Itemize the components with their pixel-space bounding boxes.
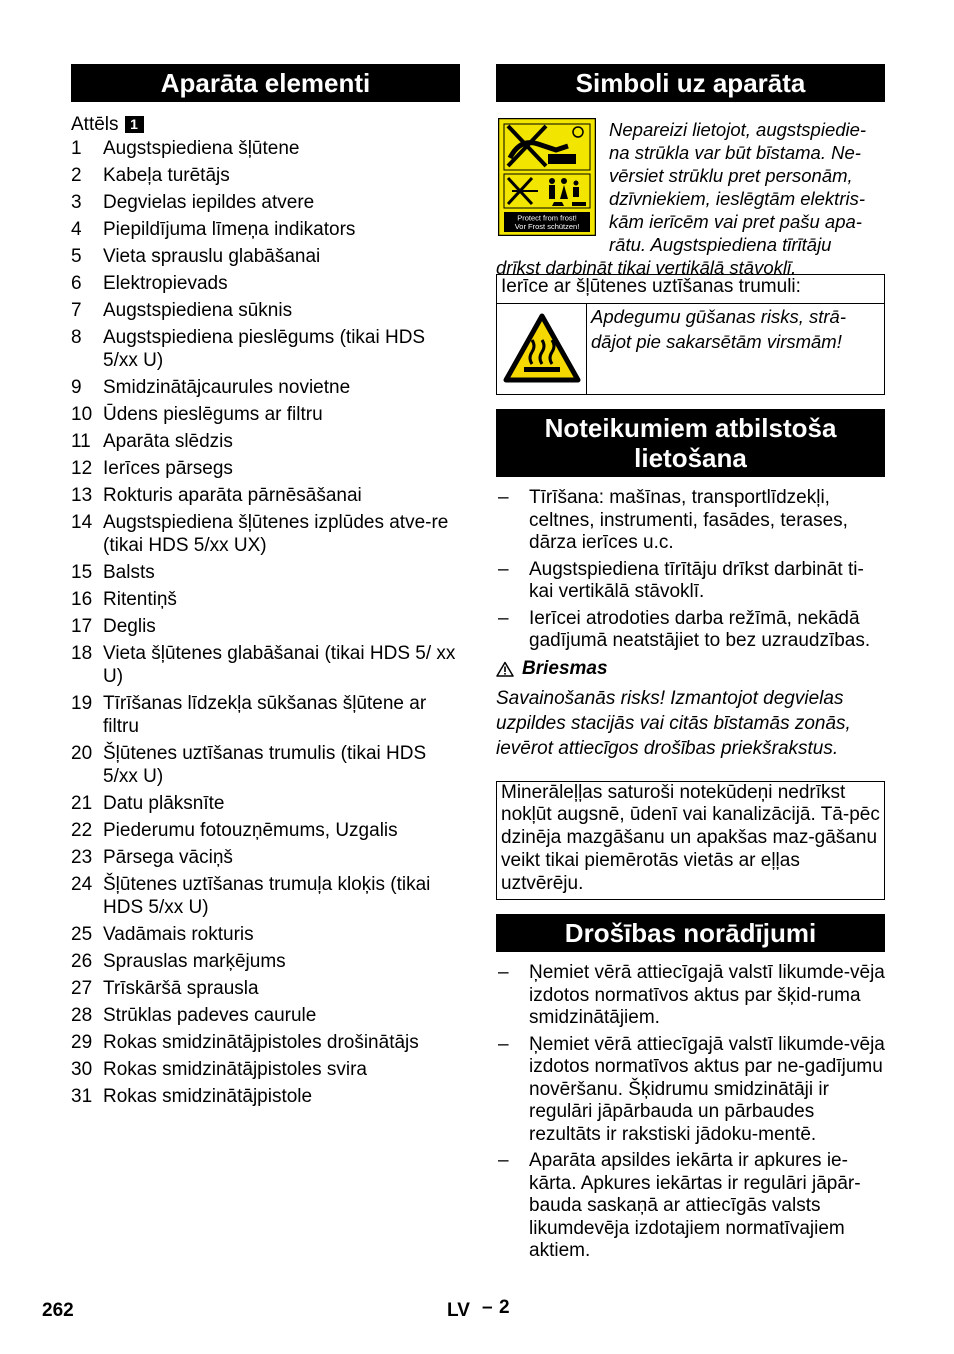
bullet-dash: –	[498, 1150, 509, 1172]
part-number: 28	[71, 1005, 93, 1026]
bullet-text: Augstspiediena tīrītāju drīkst darbināt ti-kai vertikālā stāvoklī.	[529, 558, 864, 602]
part-number: 1	[71, 138, 82, 159]
sticker-text-en: Protect from frost!	[517, 213, 577, 223]
part-number: 20	[71, 743, 93, 764]
symbols-text-last-line: drīkst darbināt tikai vertikālā stāvoklī.	[496, 257, 797, 278]
section-heading-symbols: Simboli uz aparāta	[496, 64, 885, 102]
part-number: 4	[71, 219, 82, 240]
part-number: 31	[71, 1086, 93, 1107]
bullet-text: Aparāta apsildes iekārta ir apkures ie-kārta. Apkures iekārtas ir regulāri jāpār-bauda saskaņā ar attiecīgās valsts likumdevēja izdotajiem normatīvajiem aktiem.	[529, 1150, 861, 1262]
part-number: 14	[71, 512, 93, 533]
reel-table-header: Ierīce ar šļūtenes uztīšanas trumuli:	[497, 275, 884, 304]
parts-list-item	[71, 845, 460, 872]
part-number: 24	[71, 874, 93, 895]
part-number: 25	[71, 924, 93, 945]
parts-list-item	[71, 560, 460, 587]
bullet-item	[496, 487, 885, 555]
part-name: Vieta sprauslu glabāšanai	[103, 246, 321, 267]
part-number: 13	[71, 485, 93, 506]
part-number: 9	[71, 377, 82, 398]
parts-list-item	[71, 244, 460, 271]
parts-list-item	[71, 691, 460, 741]
parts-list-item	[71, 136, 460, 163]
part-name: Vadāmais rokturis	[103, 924, 254, 945]
bullet-item	[496, 608, 885, 653]
parts-list-item	[71, 298, 460, 325]
parts-list-item	[71, 949, 460, 976]
hot-surface-icon-cell	[497, 304, 587, 394]
symbols-text-line: Nepareizi lietojot, augstspiedie-	[609, 119, 867, 140]
environment-note-box: Minerāleļļas saturoši notekūdeņi nedrīkst nokļūt augsnē, ūdenī vai kanalizācijā. Tā-pēc dzinēja mazgāšanu un apakšas maz-gāšanu veikt tikai piemērotās vietās ar eļļas uztvērēju.	[496, 781, 885, 901]
parts-list-item	[71, 872, 460, 922]
parts-list	[71, 136, 460, 1111]
language-code: LV	[447, 1300, 470, 1321]
right-column	[496, 64, 885, 1267]
safety-list	[496, 962, 885, 1263]
bullet-dash: –	[498, 487, 509, 508]
part-name: Augstspiediena šļūtenes izplūdes atve-re (tikai HDS 5/xx UX)	[103, 512, 449, 556]
parts-list-item	[71, 456, 460, 483]
bullet-item	[496, 1034, 885, 1147]
section-heading-safety: Drošības norādījumi	[496, 914, 885, 952]
left-column	[71, 64, 460, 1111]
section-heading-proper-use	[496, 409, 885, 477]
part-name: Deglis	[103, 616, 156, 637]
part-number: 12	[71, 458, 93, 479]
part-number: 8	[71, 327, 82, 348]
part-name: Strūklas padeves caurule	[103, 1005, 317, 1026]
part-name: Ritentiņš	[103, 589, 177, 610]
part-name: Piepildījuma līmeņa indikators	[103, 219, 356, 240]
part-name: Rokturis aparāta pārnēsāšanai	[103, 485, 362, 506]
figure-label: Attēls	[71, 113, 119, 135]
part-name: Rokas smidzinātājpistole	[103, 1086, 313, 1107]
parts-list-item	[71, 163, 460, 190]
part-number: 6	[71, 273, 82, 294]
parts-list-item	[71, 791, 460, 818]
device-warning-sticker	[498, 118, 596, 236]
part-number: 18	[71, 643, 93, 664]
bullet-text: Ņemiet vērā attiecīgajā valstī likumde-vēja izdotos normatīvos aktus par šķid-ruma smidzinātājiem.	[529, 962, 885, 1029]
part-name: Trīskāršā sprausla	[103, 978, 259, 999]
parts-list-item	[71, 429, 460, 456]
parts-list-item	[71, 614, 460, 641]
parts-list-item	[71, 190, 460, 217]
part-name: Degvielas iepildes atvere	[103, 192, 315, 213]
page-number: 262	[42, 1300, 74, 1321]
part-number: 15	[71, 562, 93, 583]
bullet-item	[496, 1150, 885, 1263]
figure-reference	[71, 112, 460, 136]
bullet-dash: –	[498, 558, 509, 580]
parts-list-item	[71, 325, 460, 375]
parts-list-item	[71, 741, 460, 791]
proper-use-list	[496, 487, 885, 653]
danger-warning-icon	[496, 661, 514, 677]
parts-list-item	[71, 1057, 460, 1084]
parts-list-item	[71, 818, 460, 845]
proper-use-heading-line-1: Noteikumiem atbilstoša	[544, 413, 837, 443]
part-name: Ūdens pieslēgums ar filtru	[103, 404, 323, 425]
parts-list-item	[71, 976, 460, 1003]
part-name: Balsts	[103, 562, 155, 583]
parts-list-item	[71, 402, 460, 429]
symbols-text-line: dzīvniekiem, ieslēgtām elektris-	[609, 188, 866, 209]
part-name: Ierīces pārsegs	[103, 458, 233, 479]
part-name: Smidzinātājcaurules novietne	[103, 377, 351, 398]
part-number: 22	[71, 820, 93, 841]
sticker-text-de: Vor Frost schützen!	[514, 222, 580, 231]
part-name: Augstspiediena pieslēgums (tikai HDS 5/xx U)	[103, 327, 426, 371]
symbols-text-line: vērsiet strūklu pret personām,	[609, 165, 853, 186]
part-name: Šļūtenes uztīšanas trumuļa kloķis (tikai HDS 5/xx U)	[103, 874, 431, 918]
part-name: Kabeļa turētājs	[103, 165, 230, 186]
bullet-item	[496, 962, 885, 1030]
part-number: 27	[71, 978, 93, 999]
parts-list-item	[71, 1003, 460, 1030]
danger-heading	[496, 657, 885, 681]
part-number: 29	[71, 1032, 93, 1053]
warning-sticker-icon	[498, 118, 596, 236]
parts-list-item	[71, 1030, 460, 1057]
parts-list-item	[71, 922, 460, 949]
part-number: 17	[71, 616, 93, 637]
part-name: Tīrīšanas līdzekļa sūkšanas šļūtene ar filtru	[103, 693, 427, 737]
part-name: Piederumu fotouzņēmums, Uzgalis	[103, 820, 398, 841]
part-name: Šļūtenes uztīšanas trumulis (tikai HDS 5/xx U)	[103, 743, 427, 787]
part-number: 21	[71, 793, 93, 814]
parts-list-item	[71, 1084, 460, 1111]
part-number: 10	[71, 404, 93, 425]
sub-page-number: 2	[499, 1297, 510, 1318]
symbols-text-line: kām ierīcēm vai pret pašu apa-	[609, 211, 862, 232]
part-name: Vieta šļūtenes glabāšanai (tikai HDS 5/ xx U)	[103, 643, 456, 687]
parts-list-item	[71, 587, 460, 614]
footer-separator: –	[482, 1297, 493, 1318]
part-number: 11	[71, 431, 91, 452]
bullet-text: Ierīcei atrodoties darba režīmā, nekādā gadījumā neatstājiet to bez uzraudzības.	[529, 607, 871, 651]
reel-warning-table	[496, 274, 885, 395]
part-number: 2	[71, 165, 82, 186]
figure-number-badge: 1	[125, 116, 144, 133]
proper-use-heading-line-2: lietošana	[634, 443, 747, 473]
symbols-text-line: rātu. Augstspiediena tīrītāju	[609, 234, 832, 255]
part-name: Rokas smidzinātājpistoles svira	[103, 1059, 367, 1080]
bullet-dash: –	[498, 1033, 509, 1055]
danger-label: Briesmas	[522, 658, 608, 679]
parts-list-item	[71, 510, 460, 560]
part-number: 19	[71, 693, 93, 714]
part-name: Sprauslas marķējums	[103, 951, 286, 972]
symbols-block	[496, 118, 885, 278]
reel-table-row	[497, 304, 884, 394]
part-name: Pārsega vāciņš	[103, 847, 233, 868]
section-heading-device-elements: Aparāta elementi	[71, 64, 460, 102]
part-name: Aparāta slēdzis	[103, 431, 233, 452]
hot-surface-warning-icon	[502, 312, 582, 386]
part-number: 5	[71, 246, 82, 267]
parts-list-item	[71, 375, 460, 402]
danger-text: Savainošanās risks! Izmantojot degvielas uzpildes stacijās vai citās bīstamās zonās, ievērot attiecīgos drošības priekšrakstus.	[496, 687, 851, 759]
reel-table-text: Apdegumu gūšanas risks, strā-dājot pie sakarsētām virsmām!	[591, 306, 847, 352]
part-number: 7	[71, 300, 82, 321]
part-name: Rokas smidzinātājpistoles drošinātājs	[103, 1032, 419, 1053]
part-number: 26	[71, 951, 93, 972]
part-name: Elektropievads	[103, 273, 228, 294]
bullet-dash: –	[498, 607, 509, 629]
part-number: 30	[71, 1059, 93, 1080]
part-name: Datu plāksnīte	[103, 793, 225, 814]
bullet-text: Tīrīšana: mašīnas, transportlīdzekļi, celtnes, instrumenti, fasādes, terases, dārza ierīces u.c.	[529, 487, 848, 553]
symbols-text-line: na strūkla var būt bīstama. Ne-	[609, 142, 861, 163]
parts-list-item	[71, 217, 460, 244]
part-name: Augstspiediena sūknis	[103, 300, 293, 321]
parts-list-item	[71, 483, 460, 510]
part-number: 3	[71, 192, 82, 213]
bullet-item	[496, 559, 885, 604]
parts-list-item	[71, 271, 460, 298]
part-name: Augstspiediena šļūtene	[103, 138, 300, 159]
bullet-dash: –	[498, 962, 509, 984]
part-number: 23	[71, 847, 93, 868]
bullet-text: Ņemiet vērā attiecīgajā valstī likumde-vēja izdotos normatīvos aktus par ne-gadījumu novēršanu. Šķidrumu smidzinātāji ir regulāri jāpārbauda un pārbaudes rezultāts ir rakstiski jādoku-mentē.	[529, 1033, 885, 1145]
parts-list-item	[71, 641, 460, 691]
part-number: 16	[71, 589, 93, 610]
